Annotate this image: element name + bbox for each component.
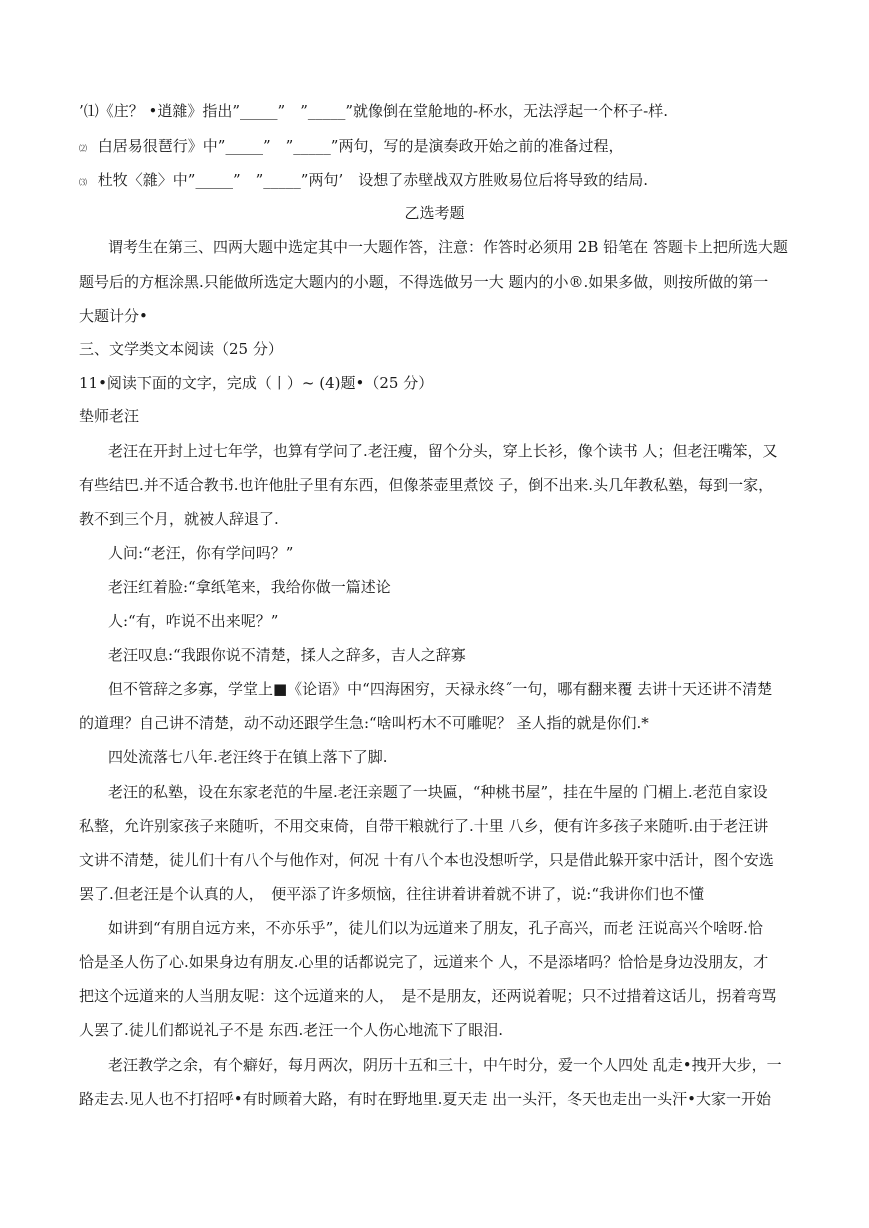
question-line-2-text: 白居易很琶行》中”_____” ”_____”两句，写的是演奏政开始之前的准备过程， (97, 137, 624, 155)
question-line-3-text: 杜牧〈雜〉中”_____” ”_____”两句’ 设想了赤壁战双方胜败易位后将导致的结局. (97, 171, 648, 189)
paragraph-line: 有些结巴.并不适合教书.也许他肚子里有东西，但像茶壶里煮饺 子，倒不出来.头几年教私塾，每到一家， (79, 476, 774, 494)
item-number-2: ⑵ (79, 144, 87, 153)
item-number-3: ⑶ (79, 178, 87, 187)
question-line-2 (79, 136, 623, 159)
paragraph-line: 老汪的私塾，设在东家老范的牛屋.老汪亲题了一块匾，“种桃书屋”，挂在牛屋的 门楣上.老范自家设 (108, 783, 768, 801)
dialogue-line: 人问:“老汪，你有学问吗？” (108, 544, 294, 562)
paragraph-line: 老汪在开封上过七年学，也算有学问了.老汪瘦，留个分头，穿上长衫，像个读书 人；但老汪嘴笨，又 (108, 442, 778, 460)
paragraph-line: 如讲到“有朋自远方来，不亦乐乎”，徒儿们以为远道来了朋友，孔子高兴，而老 汪说高兴个啥呀.恰 (108, 919, 763, 937)
dialogue-line: 老汪叹息:“我跟你说不清楚，揉人之辞多，吉人之辞寡 (108, 646, 466, 664)
section-heading-3: 三、文学类文本阅读（25 分） (79, 340, 283, 358)
paragraph-line: 人罢了.徒儿们都说礼子不是 东西.老汪一个人伤心地流下了眼泪. (79, 1021, 504, 1039)
question-line-3 (79, 170, 648, 193)
article-title: 垫师老汪 (79, 407, 140, 425)
dialogue-line: 老汪红着脸:“拿纸笔来，我给你做一篇述论 (108, 578, 391, 596)
paragraph-line: 恰是圣人伤了心.如果身边有朋友.心里的话都说完了，远道来个 人，不是添堵吗？恰恰是身边没朋友，才 (79, 953, 769, 971)
section-heading-yi: 乙选考题 (404, 204, 465, 222)
instruction-line-3: 大题计分• (79, 307, 148, 325)
paragraph-line: 但不管辞之多寡，学堂上■《论语》中“四海困穷，天禄永终˝一句，哪有翻来覆 去讲十天还讲不清楚 (108, 680, 773, 698)
question-line-1: ’⑴《庄？ •逍雜》指出”_____” ”_____”就像倒在堂舱地的-杯水，无法浮起一个杯子-样. (79, 102, 668, 120)
paragraph-line: 的道理？自己讲不清楚，动不动还跟学生急:“啥叫朽木不可雕呢？ 圣人指的就是你们.* (79, 714, 649, 732)
paragraph-line: 文讲不清楚，徒儿们十有八个与他作对，何况 十有八个本也没想听学，只是借此躲开家中活计，图个安选 (79, 851, 774, 869)
paragraph-line: 四处流落七八年.老汪终于在镇上落下了脚. (108, 748, 388, 766)
paragraph-line: 教不到三个月，就被人辞退了. (79, 510, 279, 528)
dialogue-line: 人:“有，咋说不出来呢？” (108, 612, 279, 630)
paragraph-line: 罢了.但老汪是个认真的人， 便平添了许多烦恼，往往讲着讲着就不讲了，说:“我讲你们也不懂 (79, 885, 704, 903)
instruction-line-1: 谓考生在第三、四两大题中选定其中一大题作答，注意：作答时必须用 2B 铅笔在 答题卡上把所选大题 (108, 238, 788, 256)
paragraph-line: 私整，允许别家孩子来随听，不用交束倚，自带干粮就行了.十里 八乡，便有许多孩子来随听.由于老汪讲 (79, 817, 769, 835)
instruction-line-2: 题号后的方框涂黑.只能做所选定大题内的小题，不得选做另一大 题内的小®.如果多做，则按所做的第一 (79, 273, 769, 291)
question-11: 11•阅读下面的文字，完成（丨）~ (4)题•（25 分） (79, 374, 434, 392)
paragraph-line: 把这个远道来的人当朋友呢：这个远道来的人， 是不是朋友，还两说着呢；只不过措着这话儿，拐着弯骂 (79, 987, 777, 1005)
paragraph-line: 路走去.见人也不打招呼•有时顾着大路，有时在野地里.夏天走 出一头汗，冬天也走出一头汗•大家一开始 (79, 1090, 772, 1108)
paragraph-line: 老汪教学之余，有个癖好，每月两次，阴历十五和三十，中午时分，爱一个人四处 乱走•拽开大步，一 (108, 1056, 782, 1074)
